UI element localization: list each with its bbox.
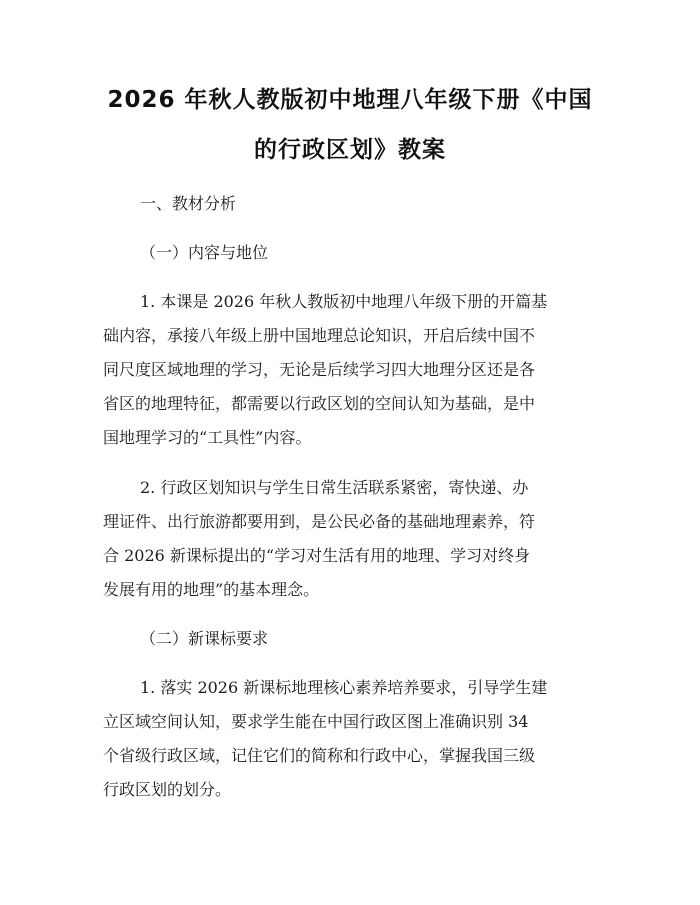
paragraph-line: 理证件、出行旅游都要用到，是公民必备的基础地理素养，符 <box>103 512 536 531</box>
section-heading-textbook-analysis: 一、教材分析 <box>140 194 237 213</box>
subsection-heading-curriculum-requirements: （二）新课标要求 <box>140 629 269 648</box>
paragraph-line: 行政区划的划分。 <box>103 780 232 799</box>
paragraph-line: 1. 本课是 2026 年秋人教版初中地理八年级下册的开篇基 <box>140 292 548 311</box>
paragraph-line: 立区域空间认知，要求学生能在中国行政区图上准确识别 34 <box>103 712 529 731</box>
document-title-line-2: 的行政区划》教案 <box>254 137 446 163</box>
paragraph-line: 1. 落实 2026 新课标地理核心素养培养要求，引导学生建 <box>140 678 548 697</box>
paragraph-line: 础内容，承接八年级上册中国地理总论知识，开启后续中国不 <box>103 326 536 345</box>
paragraph-line: 同尺度区域地理的学习，无论是后续学习四大地理分区还是各 <box>103 360 536 379</box>
paragraph-line: 发展有用的地理”的基本理念。 <box>103 580 320 599</box>
paragraph-line: 合 2026 新课标提出的“学习对生活有用的地理、学习对终身 <box>103 546 531 565</box>
document-title-line-1: 2026 年秋人教版初中地理八年级下册《中国 <box>107 87 593 113</box>
paragraph-line: 个省级行政区域，记住它们的简称和行政中心，掌握我国三级 <box>103 746 536 765</box>
paragraph-line: 省区的地理特征，都需要以行政区划的空间认知为基础，是中 <box>103 394 536 413</box>
paragraph-line: 国地理学习的“工具性”内容。 <box>103 428 312 447</box>
subsection-heading-content-position: （一）内容与地位 <box>140 243 269 262</box>
paragraph-line: 2. 行政区划知识与学生日常生活联系紧密，寄快递、办 <box>140 478 529 497</box>
